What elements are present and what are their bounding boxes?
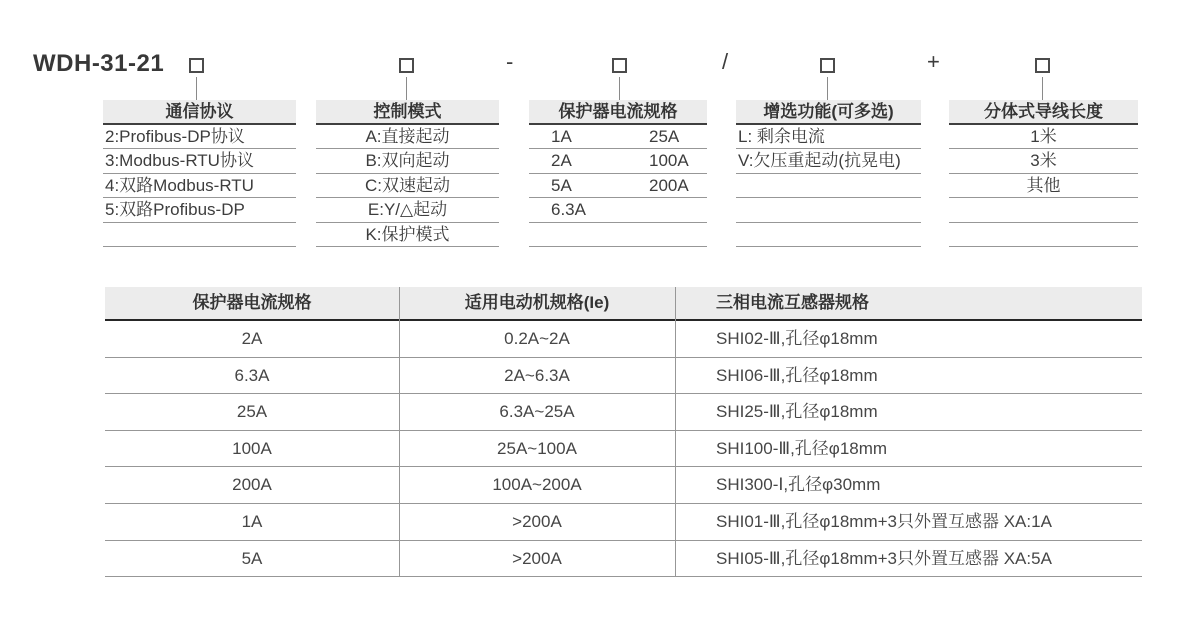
spec-header-transformer: 三相电流互感器规格 (716, 293, 869, 312)
option-row: 其他 (949, 174, 1138, 198)
connector-line (1042, 77, 1043, 100)
column-optional-functions (736, 100, 921, 247)
cell-transformer: SHI02-Ⅲ,孔径φ18mm (716, 329, 878, 348)
column-header: 增选功能(可多选) (736, 100, 921, 125)
column-header: 分体式导线长度 (949, 100, 1138, 125)
cell-motor-range: 25A~100A (497, 438, 577, 458)
option-value: 5A (551, 175, 572, 195)
cell-motor-range: 100A~200A (492, 475, 582, 495)
cell-current: 6.3A (234, 365, 270, 385)
option-row-empty (529, 223, 707, 247)
option-row: 2:Profibus-DP协议 (103, 125, 296, 149)
column-communication-protocol (103, 100, 296, 247)
cell-current: 5A (241, 548, 263, 568)
table-column-divider (399, 287, 400, 577)
separator-dash: - (506, 49, 514, 74)
model-digit-checkbox-control-mode (399, 58, 414, 73)
cell-transformer: SHI01-Ⅲ,孔径φ18mm+3只外置互感器 XA:1A (716, 511, 1052, 531)
model-digit-checkbox-options (820, 58, 835, 73)
cell-current: 25A (236, 402, 268, 422)
table-row (105, 358, 1142, 395)
cell-motor-range: >200A (512, 548, 562, 568)
cell-motor-range: 6.3A~25A (499, 402, 575, 422)
model-number-title: WDH-31-21 (33, 50, 165, 77)
option-value: 1A (551, 127, 572, 146)
model-digit-checkbox-protocol (189, 58, 204, 73)
option-row: B:双向起动 (316, 149, 499, 173)
spec-header-current: 保护器电流规格 (192, 293, 312, 312)
cell-transformer: SHI300-Ⅰ,孔径φ30mm (716, 475, 881, 495)
cell-current: 200A (232, 475, 272, 495)
option-value: 2A (551, 151, 572, 171)
table-row (105, 431, 1142, 468)
separator-plus: + (927, 49, 940, 74)
option-row-empty (949, 198, 1138, 222)
option-row: A:直接起动 (316, 125, 499, 149)
separator-slash: / (722, 49, 729, 74)
column-wire-length (949, 100, 1138, 247)
option-row: V:欠压重起动(抗晃电) (736, 149, 921, 173)
option-row-empty (103, 223, 296, 247)
table-column-divider (675, 287, 676, 577)
cell-motor-range: >200A (512, 511, 562, 531)
cell-current: 2A (241, 329, 263, 348)
option-row-empty (736, 198, 921, 222)
model-digit-checkbox-wire-length (1035, 58, 1050, 73)
connector-line (196, 77, 197, 100)
option-row-empty (949, 223, 1138, 247)
table-row (105, 394, 1142, 431)
cell-transformer: SHI100-Ⅲ,孔径φ18mm (716, 438, 888, 458)
table-row (105, 504, 1142, 541)
column-current-spec (529, 100, 707, 247)
spec-header-motor: 适用电动机规格(Ie) (464, 293, 610, 312)
cell-transformer: SHI05-Ⅲ,孔径φ18mm+3只外置互感器 XA:5A (716, 548, 1052, 568)
connector-line (827, 77, 828, 100)
column-header: 控制模式 (316, 100, 499, 125)
model-digit-checkbox-current-spec (612, 58, 627, 73)
option-row-empty (736, 223, 921, 247)
table-row (105, 541, 1142, 578)
option-row-empty (736, 174, 921, 198)
connector-line (619, 77, 620, 100)
cell-transformer: SHI06-Ⅲ,孔径φ18mm (716, 365, 878, 385)
option-value: 100A (649, 151, 689, 171)
column-header: 保护器电流规格 (529, 100, 707, 125)
cell-motor-range: 2A~6.3A (504, 365, 570, 385)
option-row: 1米 (949, 125, 1138, 149)
cell-current: 100A (232, 438, 272, 458)
option-row (529, 198, 707, 222)
column-control-mode (316, 100, 499, 247)
option-row (529, 125, 707, 149)
option-row: 5:双路Profibus-DP (103, 198, 296, 222)
column-header: 通信协议 (103, 100, 296, 125)
option-row: K:保护模式 (316, 223, 499, 247)
option-value: 25A (649, 127, 680, 146)
cell-current: 1A (241, 511, 263, 531)
spec-table-header-row (105, 287, 1142, 321)
cell-transformer: SHI25-Ⅲ,孔径φ18mm (716, 402, 878, 422)
spec-table (105, 287, 1142, 577)
cell-motor-range: 0.2A~2A (504, 329, 570, 348)
option-value: 6.3A (551, 200, 586, 220)
table-row (105, 467, 1142, 504)
option-row: 3米 (949, 149, 1138, 173)
option-row: E:Y/△起动 (316, 198, 499, 222)
option-row: L: 剩余电流 (736, 125, 921, 149)
connector-line (406, 77, 407, 100)
option-row: C:双速起动 (316, 174, 499, 198)
table-row (105, 321, 1142, 358)
option-row (529, 174, 707, 198)
option-value: 200A (649, 175, 689, 195)
option-row: 3:Modbus-RTU协议 (103, 149, 296, 173)
option-row: 4:双路Modbus-RTU (103, 174, 296, 198)
option-row (529, 149, 707, 173)
